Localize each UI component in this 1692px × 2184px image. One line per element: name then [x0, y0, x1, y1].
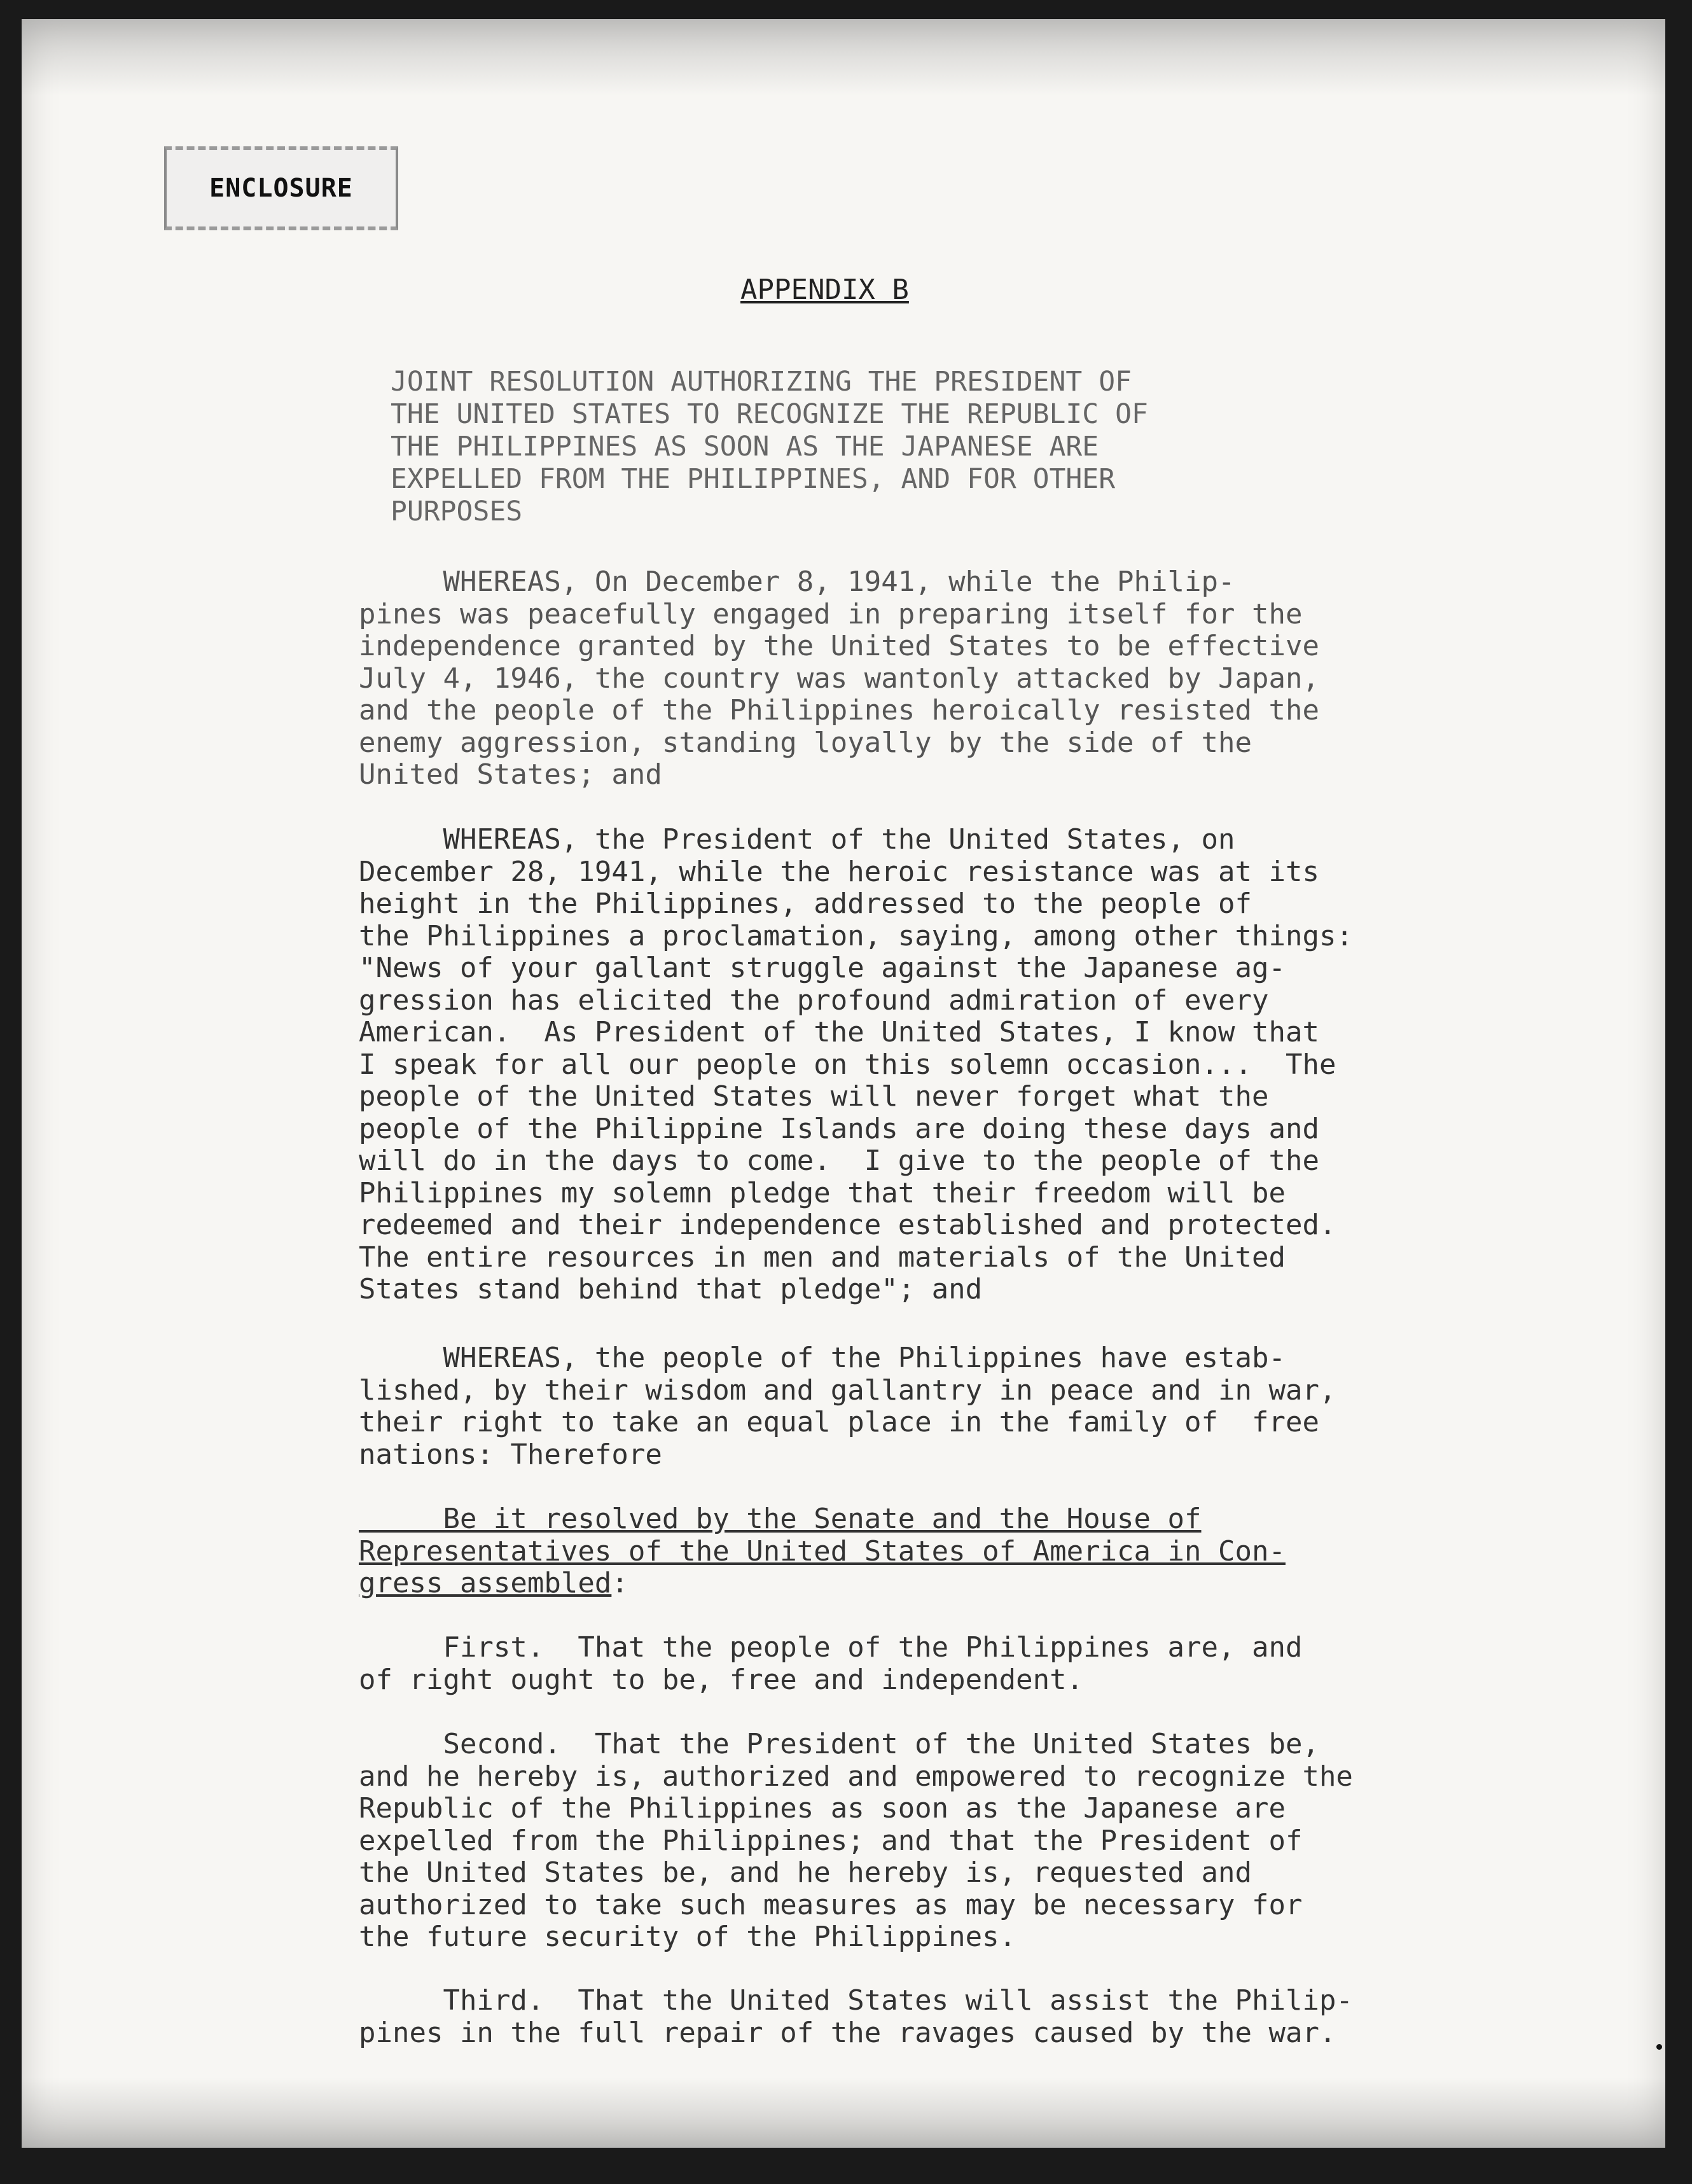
enclosure-stamp [164, 146, 398, 230]
title-line: PURPOSES [391, 496, 523, 527]
text-line: and the people of the Philippines heroically resisted the [359, 694, 1319, 727]
text-line: the Philippines a proclamation, saying, among other things: [359, 919, 1353, 952]
text-line: Second. That the President of the United States be, [359, 1728, 1319, 1760]
text-line: The entire resources in men and materials of the United [359, 1241, 1286, 1274]
text-line: December 28, 1941, while the heroic resistance was at its [359, 855, 1319, 888]
text-line: redeemed and their independence established and protected. [359, 1209, 1336, 1241]
text-line: the United States be, and he hereby is, requested and [359, 1856, 1252, 1889]
appendix-heading: APPENDIX B [740, 274, 909, 306]
text-line: WHEREAS, On December 8, 1941, while the Philip- [359, 566, 1235, 598]
text-line: "News of your gallant struggle against the Japanese ag- [359, 952, 1286, 984]
whereas-paragraph-2 [359, 824, 1574, 1306]
text-line: people of the United States will never forget what the [359, 1080, 1269, 1113]
title-line: EXPELLED FROM THE PHILIPPINES, AND FOR OTHER [391, 463, 1116, 495]
enclosure-label: ENCLOSURE [209, 174, 353, 203]
text-line: July 4, 1946, the country was wantonly attacked by Japan, [359, 662, 1319, 695]
text-line: the future security of the Philippines. [359, 1921, 1016, 1953]
article-second [359, 1728, 1574, 1954]
document-page [22, 19, 1665, 2148]
text-line: will do in the days to come. I give to the people of the [359, 1144, 1319, 1177]
text-line: Third. That the United States will assist the Philip- [359, 1984, 1353, 2017]
text-line: height in the Philippines, addressed to the people of [359, 887, 1252, 920]
text-line: gression has elicited the profound admiration of every [359, 984, 1269, 1017]
text-line: WHEREAS, the people of the Philippines have estab- [359, 1342, 1286, 1374]
text-line: Republic of the Philippines as soon as the Japanese are [359, 1792, 1286, 1825]
text-line: Philippines my solemn pledge that their freedom will be [359, 1176, 1286, 1209]
text-line [359, 1503, 1574, 1536]
title-line: THE PHILIPPINES AS SOON AS THE JAPANESE ARE [391, 431, 1099, 463]
text-line: and he hereby is, authorized and empowered to recognize the [359, 1760, 1353, 1793]
text-line: people of the Philippine Islands are doing these days and [359, 1112, 1319, 1145]
text-line: First. That the people of the Philippines are, and [359, 1631, 1303, 1664]
text-line: nations: Therefore [359, 1438, 662, 1471]
resolved-text: Representatives of the United States of America in Con- [359, 1534, 1286, 1568]
text-line: United States; and [359, 758, 662, 791]
text-line [359, 1568, 1574, 1600]
text-line: pines in the full repair of the ravages caused by the war. [359, 2016, 1336, 2049]
text-line: independence granted by the United States to be effective [359, 630, 1319, 662]
text-line: authorized to take such measures as may be necessary for [359, 1888, 1303, 1921]
resolution-title [391, 366, 1383, 528]
title-line: THE UNITED STATES TO RECOGNIZE THE REPUBLIC OF [391, 398, 1148, 430]
whereas-paragraph-1 [359, 566, 1574, 791]
article-third [359, 1985, 1574, 2049]
resolved-clause [359, 1503, 1574, 1600]
text-line: of right ought to be, free and independent. [359, 1663, 1084, 1696]
resolved-text: gress assembled [359, 1567, 612, 1599]
resolved-colon: : [611, 1567, 628, 1599]
text-line: States stand behind that pledge"; and [359, 1273, 983, 1305]
text-line [359, 1536, 1574, 1568]
text-line: American. As President of the United States, I know that [359, 1016, 1319, 1048]
whereas-paragraph-3 [359, 1342, 1574, 1471]
text-line: enemy aggression, standing loyally by the side of the [359, 726, 1252, 759]
text-line: I speak for all our people on this solemn occasion... The [359, 1048, 1336, 1081]
article-first [359, 1632, 1574, 1696]
margin-dot [1656, 2044, 1662, 2050]
title-line: JOINT RESOLUTION AUTHORIZING THE PRESIDENT OF [391, 366, 1132, 398]
text-line: lished, by their wisdom and gallantry in peace and in war, [359, 1374, 1336, 1407]
text-line: WHEREAS, the President of the United States, on [359, 823, 1235, 856]
text-line: pines was peacefully engaged in preparing itself for the [359, 597, 1303, 630]
text-line: their right to take an equal place in the family of free [359, 1406, 1319, 1438]
text-line: expelled from the Philippines; and that the President of [359, 1824, 1303, 1857]
resolved-text: Be it resolved by the Senate and the House of [359, 1503, 1202, 1535]
